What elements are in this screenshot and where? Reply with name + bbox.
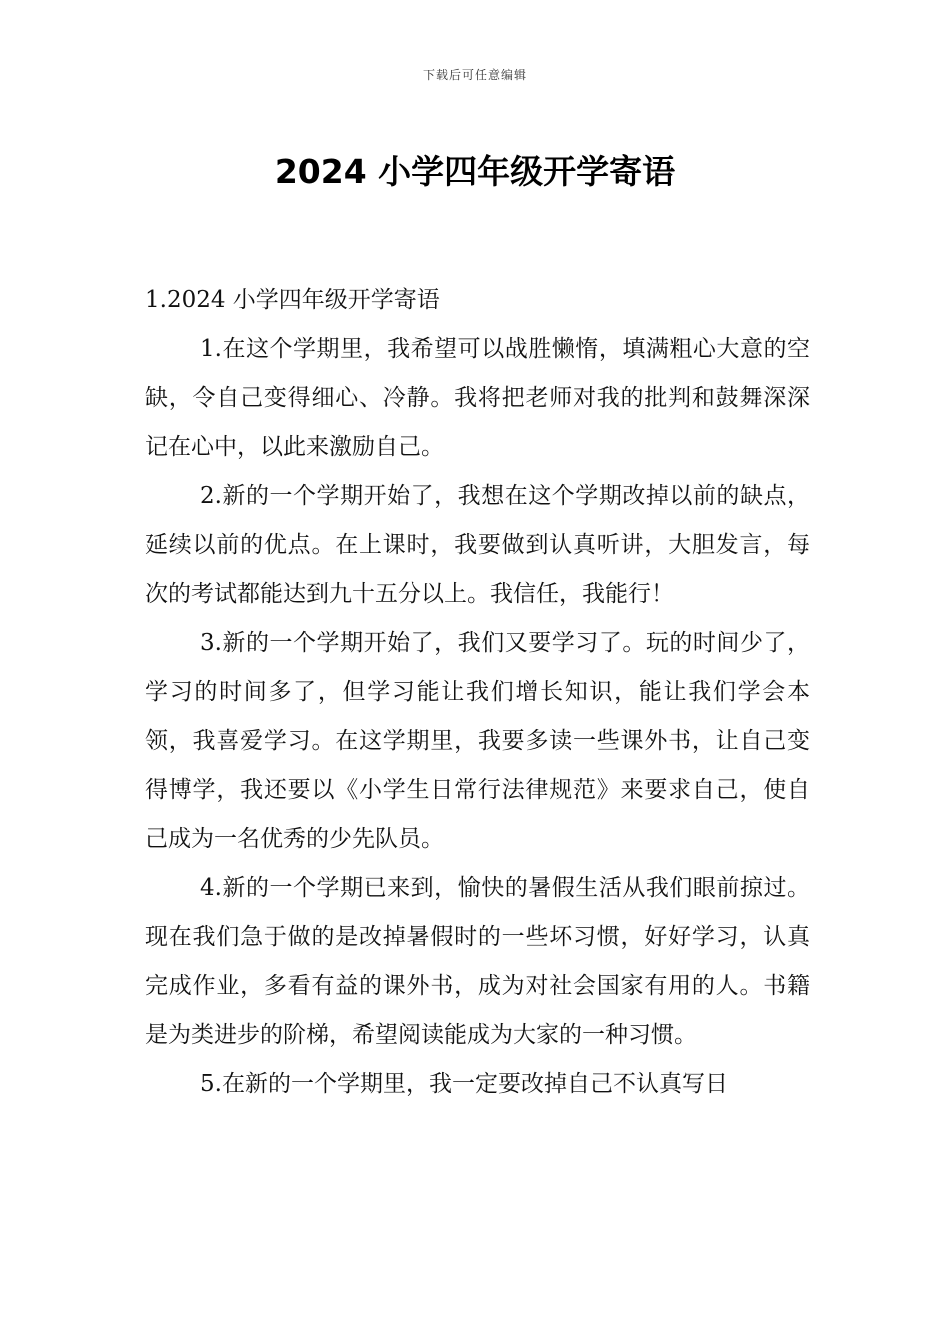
paragraph-2: 2.新的一个学期开始了，我想在这个学期改掉以前的缺点，延续以前的优点。在上课时，我要做到认真听讲，大胆发言，每次的考试都能达到九十五分以上。我信任，我能行！ (145, 483, 810, 607)
page-header-note: 下载后可任意编辑 (422, 68, 527, 82)
paragraph-5: 5.在新的一个学期里，我一定要改掉自己不认真写日 (200, 1071, 728, 1097)
section-heading: 1.2024 小学四年级开学寄语 (145, 287, 440, 313)
paragraph-3: 3.新的一个学期开始了，我们又要学习了。玩的时间少了，学习的时间多了，但学习能让我们增长知识，能让我们学会本领，我喜爱学习。在这学期里，我要多读一些课外书，让自己变得博学，我还要以《小学生日常行法律规范》来要求自己，使自己成为一名优秀的少先队员。 (145, 630, 810, 852)
paragraph-1: 1.在这个学期里，我希望可以战胜懒惰，填满粗心大意的空缺，令自己变得细心、冷静。我将把老师对我的批判和鼓舞深深记在心中，以此来激励自己。 (145, 336, 810, 460)
document-title: 2024 小学四年级开学寄语 (274, 152, 676, 192)
document-body (145, 276, 810, 1109)
paragraph-4: 4.新的一个学期已来到，愉快的暑假生活从我们眼前掠过。现在我们急于做的是改掉暑假时的一些坏习惯，好好学习，认真完成作业，多看有益的课外书，成为对社会国家有用的人。书籍是为类进步的阶梯，希望阅读能成为大家的一种习惯。 (145, 875, 810, 1048)
